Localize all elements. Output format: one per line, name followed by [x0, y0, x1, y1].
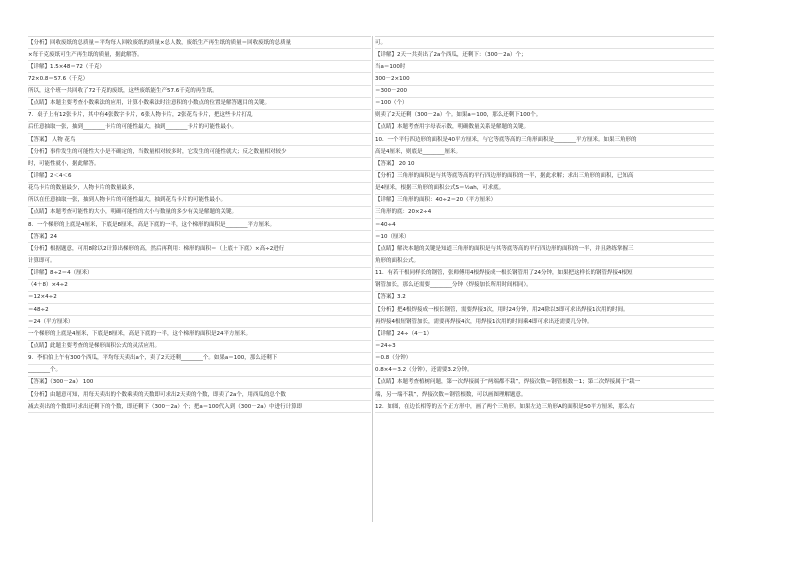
right-column — [375, 36, 714, 522]
right-line: 再焊接4根短钢管加长，需要再焊接4次，用焊接1次用的时间乘4即可求出还需要几分钟。 — [375, 316, 714, 328]
right-line: 是4厘米，根据三角形的面积公式S＝½ah，可求底。 — [375, 183, 714, 195]
left-line: 时，可能性就小，据此解答。 — [28, 158, 371, 170]
right-line: 则卖了2天还剩（300－2a）个。如果a＝100，那么还剩下100个。 — [375, 110, 714, 122]
left-line: 【答案】24 — [28, 231, 371, 243]
right-line: 可。 — [375, 37, 714, 49]
right-line: ＝24÷3 — [375, 341, 714, 353]
left-line: ×每千克废纸可生产再生纸的质量，据此解答。 — [28, 49, 371, 61]
right-line: 【答案】 20 10 — [375, 158, 714, 170]
left-line: 【点睛】本题考查可能性的大小，明确可能性的大小与数量的多少有关是解题的关键。 — [28, 207, 371, 219]
right-line: 0.8×4＝3.2（分钟），还需要3.2分钟。 — [375, 365, 714, 377]
left-line: ＝24（平方厘米） — [28, 316, 371, 328]
left-line: 【分析】事件发生的可能性大小是不确定的，当数量相对较多时，它发生的可能性就大；反之数量相对较少 — [28, 146, 371, 158]
left-line: 【分析】回收废纸的总质量＝平均每人回收废纸的质量×总人数，废纸生产再生纸的质量＝回收废纸的总质量 — [28, 37, 371, 49]
right-line: 【详解】2天一共卖出了2a个西瓜，还剩下：（300－2a）个； — [375, 49, 714, 61]
right-line: 10．一个平行四边形的面积是40平方厘米，与它等底等高的三角形面积是________平方厘米。如果三角形的 — [375, 134, 714, 146]
right-line: 当a＝100时 — [375, 61, 714, 73]
right-line: 【答案】3.2 — [375, 292, 714, 304]
right-line: 【详解】三角形的面积：40÷2＝20（平方厘米） — [375, 195, 714, 207]
left-line: 所以在任意抽取一张，抽到人物卡片的可能性最大，抽到花鸟卡片的可能性最小。 — [28, 195, 371, 207]
left-line: 计算即可。 — [28, 256, 371, 268]
left-line: 【详解】8÷2＝4（厘米） — [28, 268, 371, 280]
right-line: 12．如图，在边长相等的五个正方形中，画了两个三角形。如果左边三角形A的面积是50平方厘米，那么右 — [375, 401, 714, 413]
left-line: 花鸟卡片的数量最少，人物卡片的数量最多， — [28, 183, 371, 195]
left-line: 【答案】（300－2a） 100 — [28, 377, 371, 389]
left-line: 【答案】 人物 花鸟 — [28, 134, 371, 146]
left-line: 9．李伯伯上午有300个西瓜，平均每天卖出a个，卖了2天还剩________个。如果a＝100，那么还剩下 — [28, 353, 371, 365]
right-line: ＝40÷4 — [375, 219, 714, 231]
left-line: （4＋8）×4÷2 — [28, 280, 371, 292]
right-line: 三角形的底：20×2÷4 — [375, 207, 714, 219]
left-line: 减去卖出的个数即可求出还剩下的个数，即还剩下（300－2a）个；把a＝100代入到（300－2a）中进行计算即 — [28, 401, 371, 413]
left-line: 8．一个梯形的上底是4厘米，下底是8厘米，高是下底的一半，这个梯形的面积是________平方厘米。 — [28, 219, 371, 231]
left-line: 所以，这个班一共回收了72千克的废纸，这些废纸能生产57.6千克的再生纸。 — [28, 86, 371, 98]
left-line: 【详解】1.5×48＝72（千克） — [28, 61, 371, 73]
left-line: ________个。 — [28, 365, 371, 377]
left-line: 一个梯形的上底是4厘米，下底是8厘米，高是下底的一半，这个梯形的面积是24平方厘米。 — [28, 328, 371, 340]
right-line: ＝100（个） — [375, 98, 714, 110]
right-line: 端，另一端不栽”，焊接次数＝钢管根数，可以画图理解题意。 — [375, 389, 714, 401]
right-line: ＝10（厘米） — [375, 231, 714, 243]
left-line: 72×0.8＝57.6（千克） — [28, 73, 371, 85]
left-line: 【分析】由题意可知，用每天卖出的个数乘卖的天数即可求出2天卖的个数，即卖了2a个，用西瓜的总个数 — [28, 389, 371, 401]
left-line: 【详解】2＜4＜6 — [28, 171, 371, 183]
left-line: ＝12×4÷2 — [28, 292, 371, 304]
right-line: 钢管加长，那么还需要________分钟（焊接加长所用时间相同）。 — [375, 280, 714, 292]
right-line: 11．有若干根同样长的钢管，张师傅用4根焊接成一根长钢管用了24分钟，如果把这样长的钢管焊接4根短 — [375, 268, 714, 280]
left-line: ＝48÷2 — [28, 304, 371, 316]
right-line: 【点睛】本题考查植树问题，第一次焊接属于“两端都不栽”，焊接次数＝钢管根数－1；第二次焊接属于“栽一 — [375, 377, 714, 389]
right-line: 【分析】把4根焊接成一根长钢管，需要焊接3次，用时24分钟，用24除以3即可求出焊接1次用的时间。 — [375, 304, 714, 316]
column-divider — [372, 36, 373, 522]
right-line: 高是4厘米，则底是________厘米。 — [375, 146, 714, 158]
right-line: 【点睛】解决本题的关键是知道三角形的面积是与其等底等高的平行四边形的面积的一半，并且熟练掌握三 — [375, 243, 714, 255]
right-line: 角形的面积公式。 — [375, 256, 714, 268]
left-line: 7．桌子上有12张卡片，其中有4张数字卡片，6张人物卡片，2张花鸟卡片，把这些卡片打乱 — [28, 110, 371, 122]
right-line: 【点睛】本题考查用字母表示数，明确数量关系是解题的关键。 — [375, 122, 714, 134]
right-line: 【详解】24÷（4－1） — [375, 328, 714, 340]
right-line: ＝300－200 — [375, 86, 714, 98]
left-line: 【点睛】本题主要考查小数乘法的应用，计算小数乘法时注意积的小数点的位置是解答题目的关键。 — [28, 98, 371, 110]
right-line: ＝0.8（分钟） — [375, 353, 714, 365]
right-line: 300－2×100 — [375, 73, 714, 85]
right-line: 【分析】三角形的面积是与其等底等高的平行四边形的面积的一半，据此求解；求出三角形的面积，已知高 — [375, 171, 714, 183]
left-line: 后任意抽取一张，抽到________卡片的可能性最大，抽到________卡片的可能性最小。 — [28, 122, 371, 134]
left-line: 【点睛】此题主要考查的是梯形面积公式的灵活应用。 — [28, 341, 371, 353]
left-line: 【分析】根据题意，可用8除以2计算出梯形的高，然后再利用：梯形的面积＝（上底＋下底）×高÷2进行 — [28, 243, 371, 255]
left-column — [28, 36, 371, 522]
